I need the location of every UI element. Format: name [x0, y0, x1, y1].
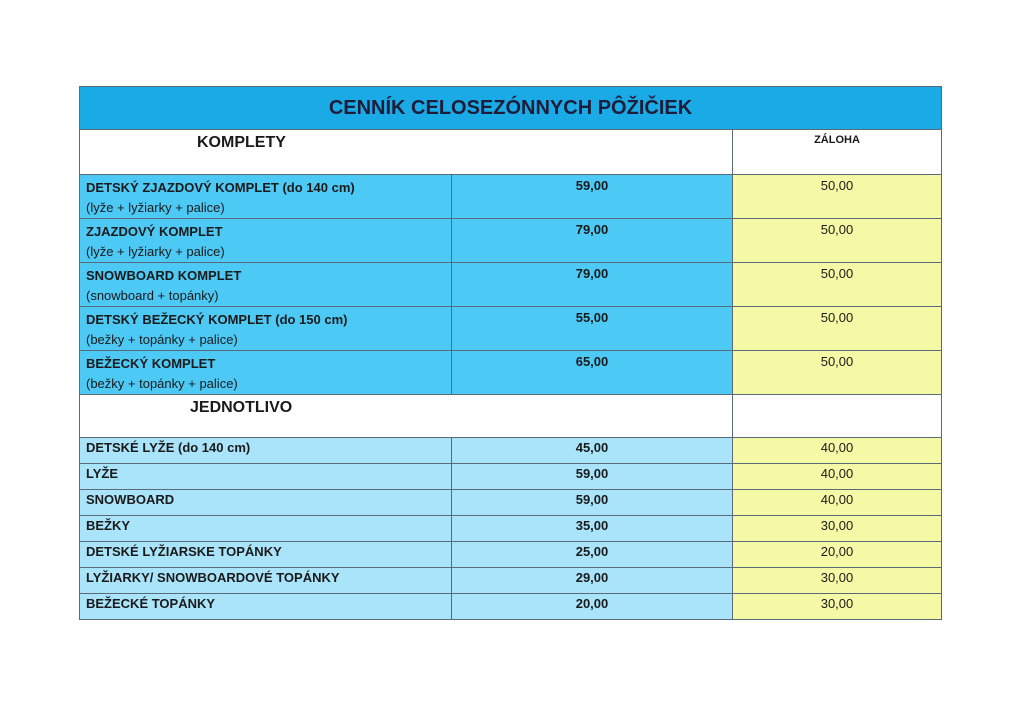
komplet-name-cell — [80, 307, 452, 351]
item-name: SNOWBOARD — [80, 490, 452, 516]
komplet-price: 79,00 — [452, 219, 733, 263]
item-deposit: 30,00 — [733, 568, 942, 594]
item-price: 29,00 — [452, 568, 733, 594]
item-deposit: 30,00 — [733, 594, 942, 620]
komplet-deposit: 50,00 — [733, 219, 942, 263]
komplet-row — [80, 307, 942, 351]
item-deposit: 40,00 — [733, 464, 942, 490]
item-price: 59,00 — [452, 464, 733, 490]
item-name: DETSKÉ LYŽIARSKE TOPÁNKY — [80, 542, 452, 568]
item-name: DETSKÉ LYŽE (do 140 cm) — [80, 438, 452, 464]
komplet-name: BEŽECKÝ KOMPLET — [86, 356, 216, 371]
jednotlivo-row — [80, 568, 942, 594]
komplet-name-cell — [80, 219, 452, 263]
komplet-deposit: 50,00 — [733, 263, 942, 307]
komplet-name: ZJAZDOVÝ KOMPLET — [86, 224, 223, 239]
item-name: BEŽKY — [80, 516, 452, 542]
komplet-name: SNOWBOARD KOMPLET — [86, 268, 242, 283]
item-deposit: 30,00 — [733, 516, 942, 542]
item-deposit: 40,00 — [733, 438, 942, 464]
item-deposit: 40,00 — [733, 490, 942, 516]
title-row — [80, 87, 942, 130]
section-header-komplety — [80, 130, 942, 175]
jednotlivo-row — [80, 542, 942, 568]
item-price: 35,00 — [452, 516, 733, 542]
page-title: CENNÍK CELOSEZÓNNYCH PÔŽIČIEK — [80, 87, 942, 130]
item-price: 45,00 — [452, 438, 733, 464]
section-title-komplety: KOMPLETY — [197, 134, 286, 151]
item-deposit: 20,00 — [733, 542, 942, 568]
komplet-deposit: 50,00 — [733, 351, 942, 395]
komplet-contents: (bežky + topánky + palice) — [86, 376, 238, 391]
item-name: LYŽE — [80, 464, 452, 490]
komplet-contents: (lyže + lyžiarky + palice) — [86, 244, 225, 259]
komplet-name-cell — [80, 175, 452, 219]
deposit-header: ZÁLOHA — [733, 130, 942, 175]
komplety-rows — [80, 175, 942, 395]
jednotlivo-row — [80, 464, 942, 490]
item-name: BEŽECKÉ TOPÁNKY — [80, 594, 452, 620]
komplet-deposit: 50,00 — [733, 307, 942, 351]
item-name: LYŽIARKY/ SNOWBOARDOVÉ TOPÁNKY — [80, 568, 452, 594]
komplet-row — [80, 351, 942, 395]
price-table — [79, 86, 942, 620]
item-price: 25,00 — [452, 542, 733, 568]
jednotlivo-rows — [80, 438, 942, 620]
item-price: 59,00 — [452, 490, 733, 516]
komplet-price: 59,00 — [452, 175, 733, 219]
komplet-row — [80, 263, 942, 307]
section-header-jednotlivo — [80, 395, 942, 438]
jednotlivo-row — [80, 516, 942, 542]
komplet-contents: (snowboard + topánky) — [86, 288, 219, 303]
komplet-price: 65,00 — [452, 351, 733, 395]
komplet-deposit: 50,00 — [733, 175, 942, 219]
komplet-name-cell — [80, 351, 452, 395]
jednotlivo-row — [80, 594, 942, 620]
komplet-contents: (lyže + lyžiarky + palice) — [86, 200, 225, 215]
komplet-name-cell — [80, 263, 452, 307]
komplet-row — [80, 175, 942, 219]
item-price: 20,00 — [452, 594, 733, 620]
section-title-jednotlivo: JEDNOTLIVO — [190, 399, 293, 416]
komplet-price: 79,00 — [452, 263, 733, 307]
komplet-price: 55,00 — [452, 307, 733, 351]
komplet-name: DETSKÝ ZJAZDOVÝ KOMPLET (do 140 cm) — [86, 180, 355, 195]
komplet-row — [80, 219, 942, 263]
komplet-contents: (bežky + topánky + palice) — [86, 332, 238, 347]
jednotlivo-row — [80, 438, 942, 464]
komplet-name: DETSKÝ BEŽECKÝ KOMPLET (do 150 cm) — [86, 312, 348, 327]
jednotlivo-row — [80, 490, 942, 516]
